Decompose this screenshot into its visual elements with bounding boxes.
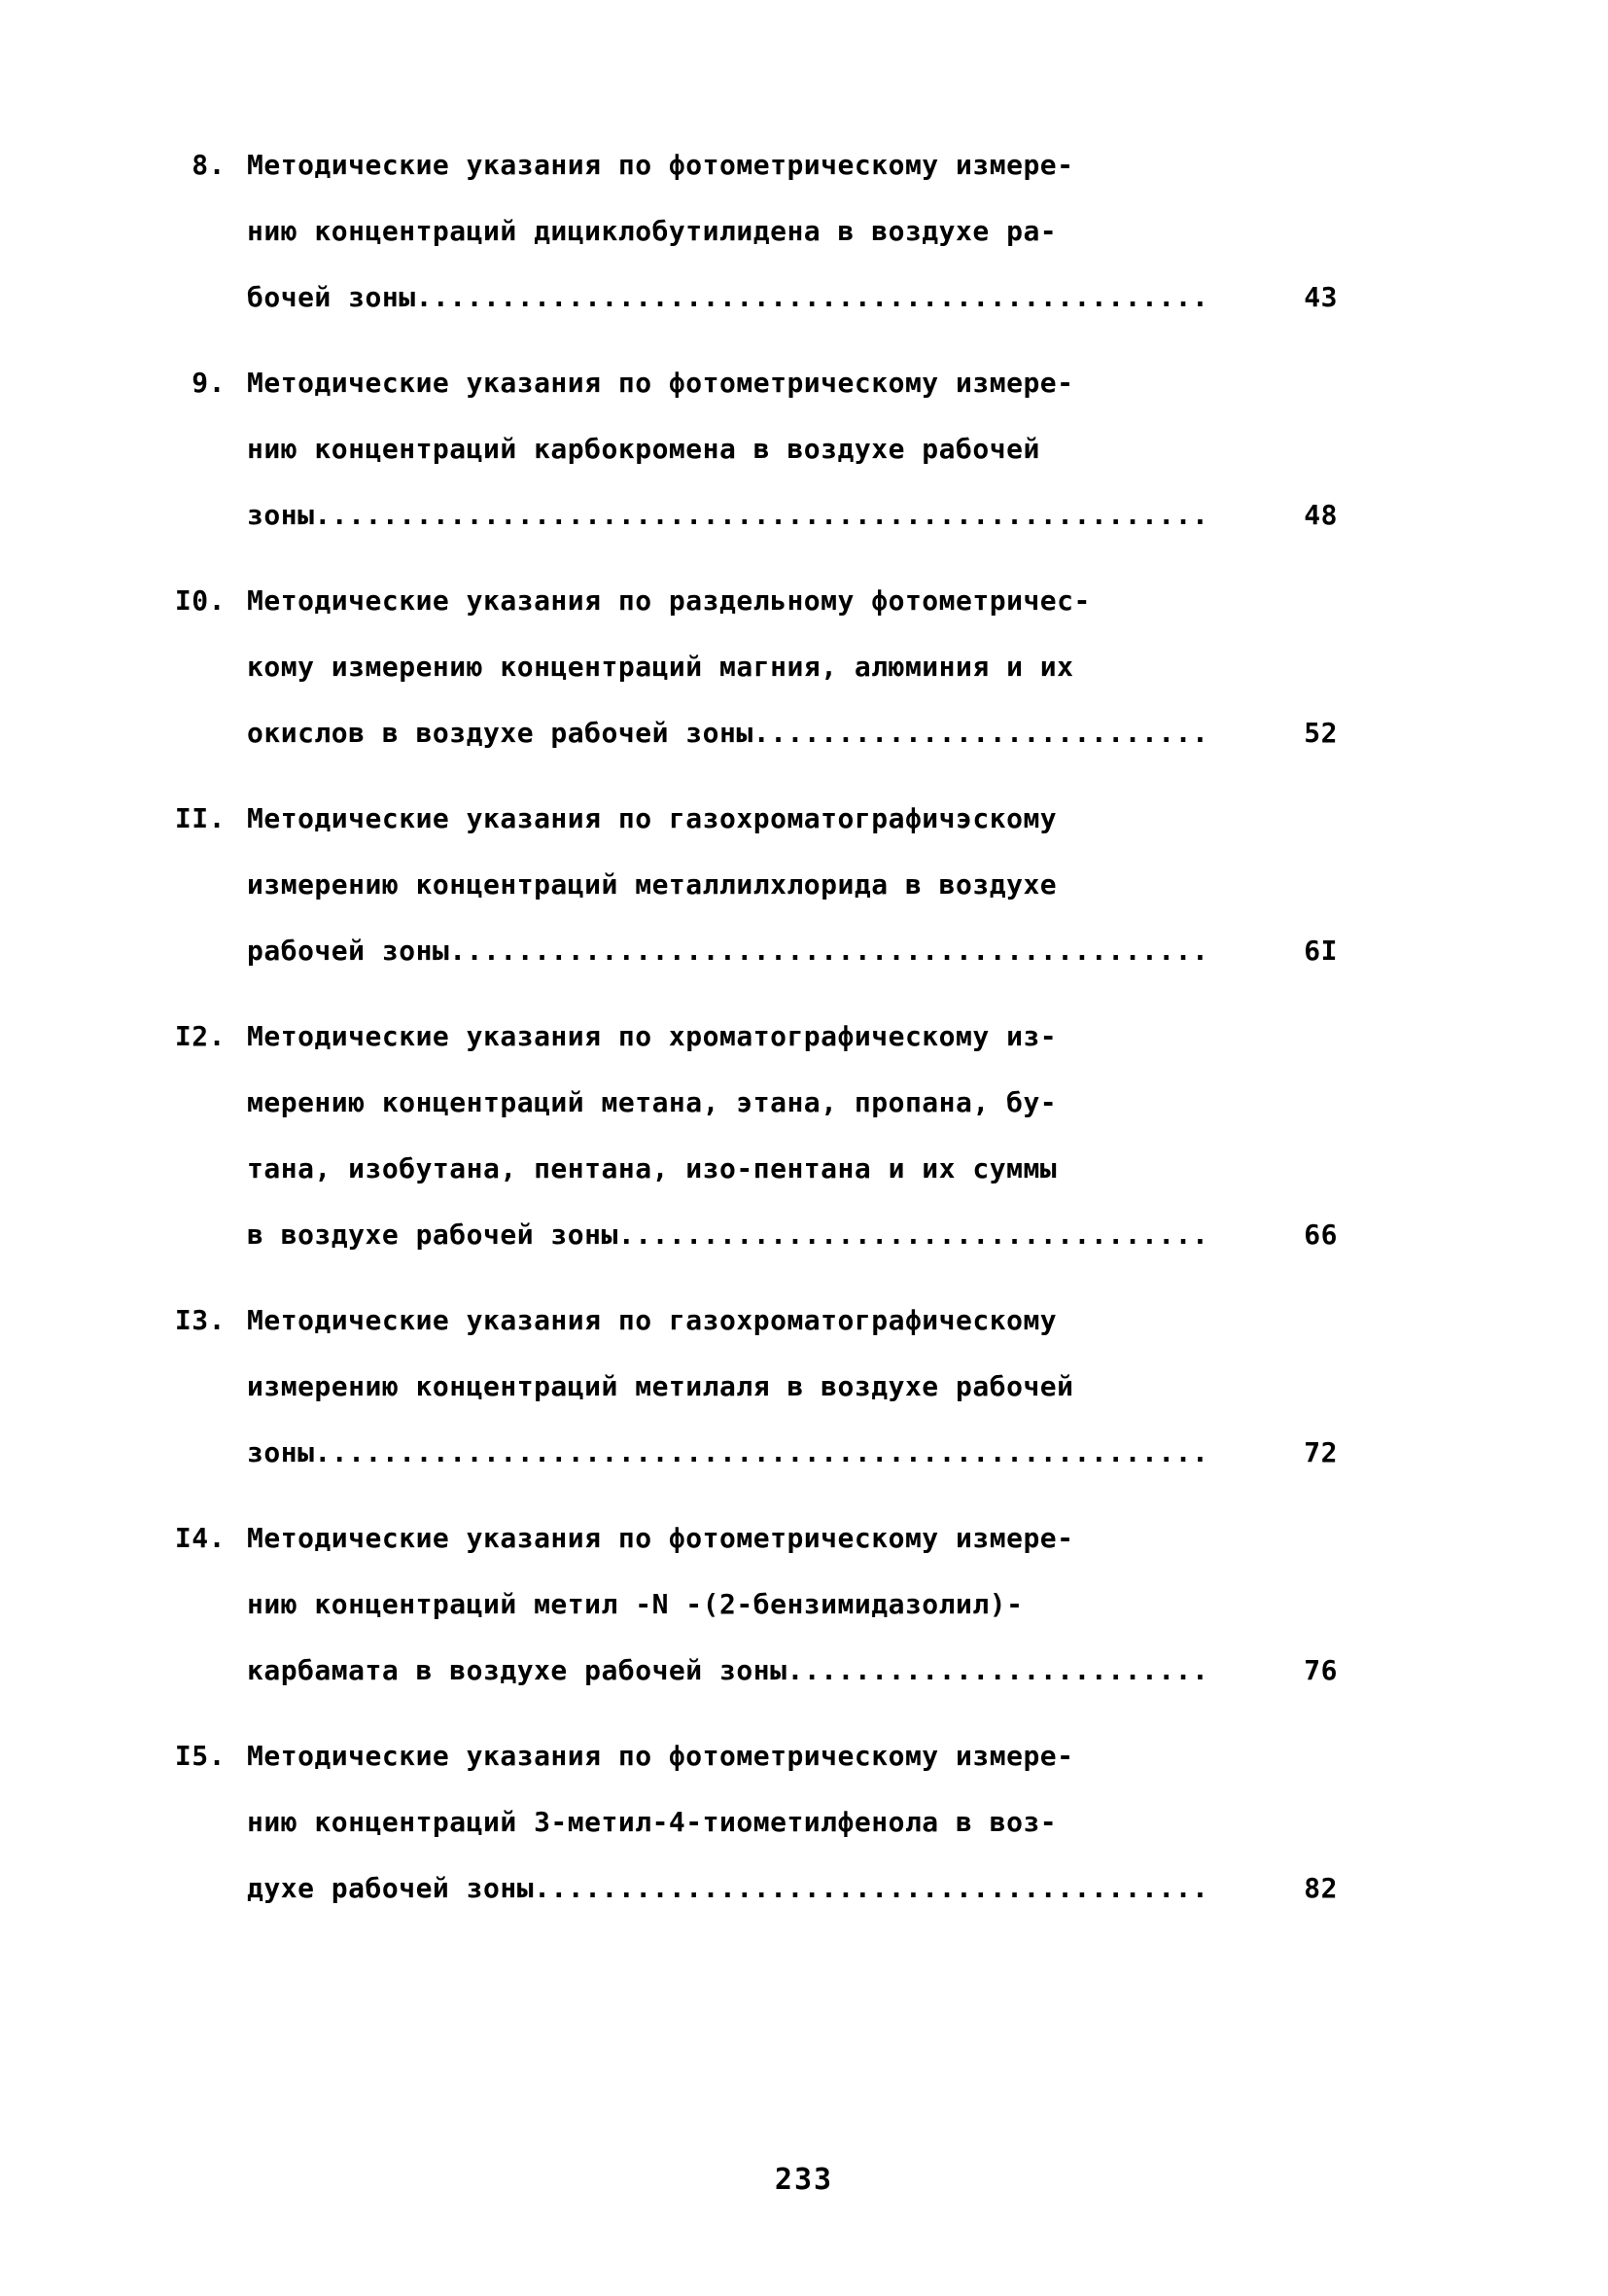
toc-entry-13 [165,1288,1344,1486]
toc-line [165,1288,1344,1354]
entry-number: 8. [192,149,226,181]
toc-line [165,918,1344,984]
entry-text-dots: в воздухе рабочей зоны................................... [247,1219,1209,1251]
entry-text: Методические указания по фотометрическому измере- [247,149,1074,181]
toc-entry-10 [165,568,1344,766]
entry-number: I5. [174,1740,226,1772]
entry-text-dots: карбамата в воздухе рабочей зоны......................... [247,1654,1209,1686]
toc-line [165,634,1344,700]
entry-text: нию концентраций карбокромена в воздухе рабочей [247,433,1040,465]
toc-line [165,350,1344,416]
table-of-contents [165,132,1344,1941]
entry-number: I3. [174,1304,226,1336]
toc-line [165,265,1344,331]
entry-number: 9. [192,367,226,399]
toc-line [165,1070,1344,1136]
toc-line [165,132,1344,198]
toc-entry-9 [165,350,1344,548]
toc-line [165,482,1344,548]
toc-line [165,1136,1344,1202]
entry-text-dots: духе рабочей зоны........................................ [247,1872,1209,1904]
entry-text: Методические указания по раздельному фотометричес- [247,584,1091,617]
toc-entry-12 [165,1004,1344,1268]
toc-line [165,568,1344,634]
toc-line [165,416,1344,482]
entry-text-dots: окислов в воздухе рабочей зоны........................... [247,717,1209,749]
entry-page-number: 43 [1304,281,1338,313]
entry-page-number: 72 [1304,1436,1338,1468]
entry-text: измерению концентраций метилаля в воздухе рабочей [247,1370,1074,1402]
toc-line [165,852,1344,918]
toc-line [165,700,1344,766]
toc-line [165,1638,1344,1704]
entry-page-number: 48 [1304,499,1338,531]
entry-text: Методические указания по газохроматографичэскому [247,802,1058,834]
entry-text-dots: бочей зоны............................................... [247,281,1209,313]
entry-text: Методические указания по фотометрическому измере- [247,367,1074,399]
entry-text: мерению концентраций метана, этана, пропана, бу- [247,1086,1058,1118]
entry-page-number: 66 [1304,1219,1338,1251]
entry-page-number: 82 [1304,1872,1338,1904]
toc-line [165,1420,1344,1486]
toc-entry-8 [165,132,1344,331]
entry-page-number: 6I [1304,935,1338,967]
toc-line [165,1723,1344,1789]
entry-number: II. [174,802,226,834]
entry-text: измерению концентраций металлилхлорида в воздухе [247,868,1058,901]
entry-text: нию концентраций дициклобутилидена в воздухе ра- [247,215,1058,247]
entry-text-dots: зоны..................................................... [247,1436,1209,1468]
entry-text: нию концентраций метил -N -(2-бензимидазолил)- [247,1588,1024,1620]
entry-text: Методические указания по фотометрическому измере- [247,1522,1074,1554]
entry-number: I0. [174,584,226,617]
toc-entry-14 [165,1505,1344,1704]
entry-number: I2. [174,1020,226,1052]
toc-line [165,1855,1344,1922]
toc-line [165,1572,1344,1638]
entry-number: I4. [174,1522,226,1554]
toc-line [165,786,1344,852]
entry-text-dots: рабочей зоны............................................. [247,935,1209,967]
toc-line [165,1354,1344,1420]
entry-text: тана, изобутана, пентана, изо-пентана и их суммы [247,1152,1058,1184]
toc-line [165,1202,1344,1268]
toc-line [165,1505,1344,1572]
toc-line [165,1004,1344,1070]
entry-text-dots: зоны..................................................... [247,499,1209,531]
toc-entry-11 [165,786,1344,984]
toc-line [165,1789,1344,1855]
entry-text: Методические указания по хроматографическому из- [247,1020,1058,1052]
toc-line [165,198,1344,265]
entry-page-number: 76 [1304,1654,1338,1686]
toc-entry-15 [165,1723,1344,1922]
entry-text: Методические указания по фотометрическому измере- [247,1740,1074,1772]
entry-page-number: 52 [1304,717,1338,749]
page-number-footer: 233 [774,2163,834,2197]
entry-text: нию концентраций 3-метил-4-тиометилфенола в воз- [247,1806,1058,1838]
entry-text: Методические указания по газохроматографическому [247,1304,1058,1336]
entry-text: кому измерению концентраций магния, алюминия и их [247,651,1074,683]
